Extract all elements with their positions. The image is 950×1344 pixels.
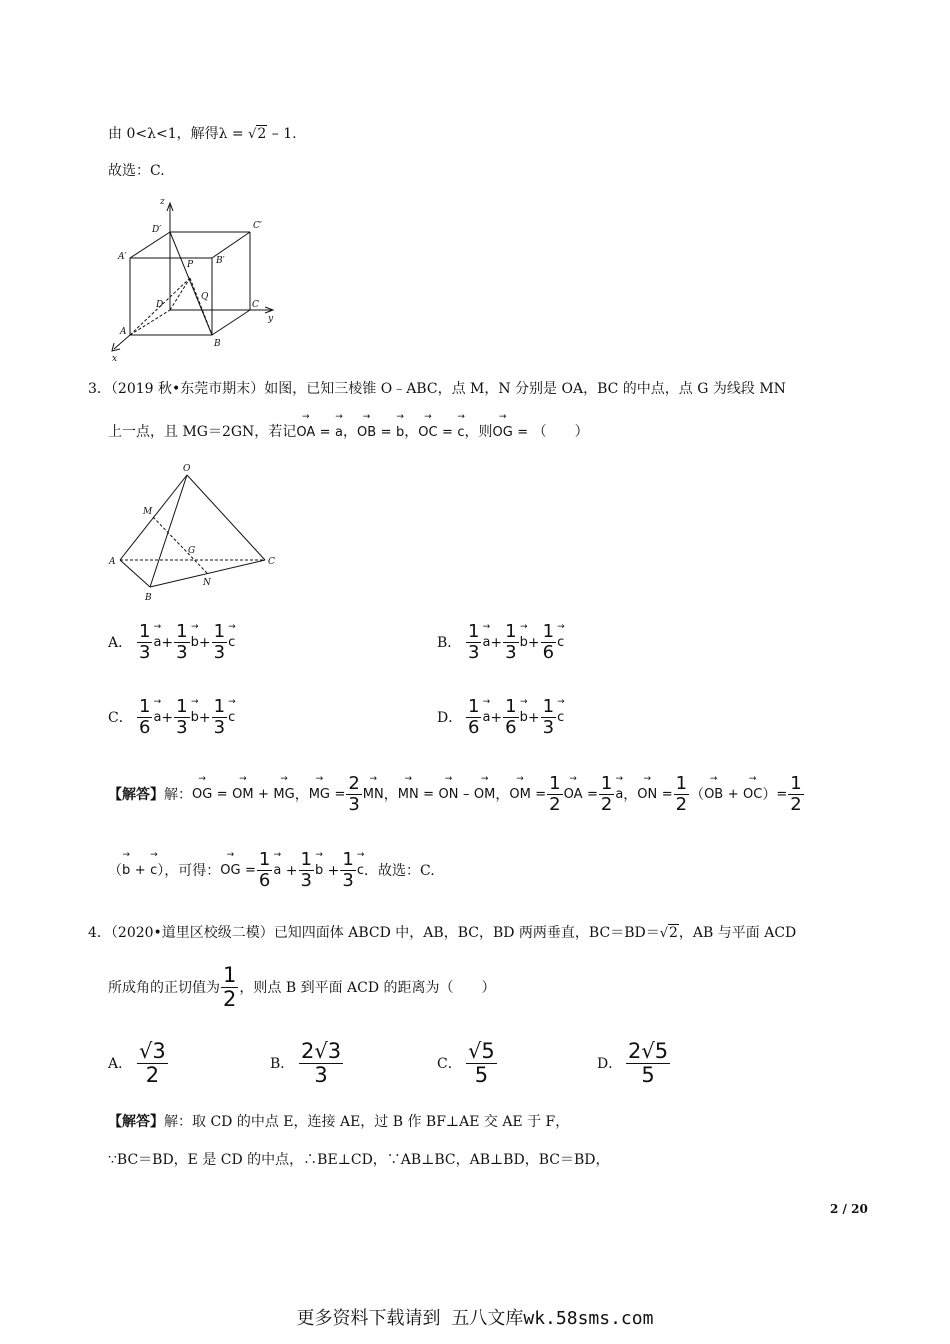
q3-option-a[interactable]: A． $\frac{1}{3}$ → a + $\frac{1}{3}$ → b + $\frac{1}{3}$ → c xyxy=(108,622,235,663)
q3-option-c[interactable]: C． $\frac{1}{6}$ → a + $\frac{1}{3}$ → b + $\frac{1}{3}$ → c xyxy=(108,697,235,738)
q4-answer-line-2: ∵BC＝BD，E 是 CD 的中点，∴BE⊥CD，∵AB⊥BC，AB⊥BD，BC＝BD， xyxy=(108,1152,610,1168)
cube-label-Bp: B′ xyxy=(216,256,225,266)
cube-label-Cp: C′ xyxy=(253,221,262,231)
prev-line-2: 故选：C. xyxy=(108,163,165,179)
tetrahedron-figure xyxy=(105,460,280,605)
q4-option-d[interactable]: D． $\frac{2√5}{5}$ xyxy=(597,1039,669,1087)
cube-label-C: C xyxy=(252,300,259,310)
q3-option-b[interactable]: B． $\frac{1}{3}$ → a + $\frac{1}{3}$ → b + $\frac{1}{6}$ → c xyxy=(437,622,564,663)
cube-label-Dp: D′ xyxy=(152,225,162,235)
q4-option-b[interactable]: B． $\frac{2√3}{3}$ xyxy=(270,1039,342,1087)
prev-line-1: 由 0<λ<1，解得λ = √2 – 1. xyxy=(108,126,297,142)
cube-label-x: x xyxy=(112,354,118,364)
q3-answer-line-2: （ → b + → c ），可得： → OG = $\frac{1}{6}$ → a + $\frac{1}{3}$ → b + $\frac{1}{3}$ → c ． 故选：C. xyxy=(108,850,435,891)
page-number: 2 / 20 xyxy=(830,1202,868,1216)
tetra-label-A: A xyxy=(109,557,116,567)
cube-label-B: B xyxy=(214,339,221,349)
cube-label-P: P xyxy=(187,260,194,270)
cube-label-D: D xyxy=(156,300,164,310)
cube-label-y: y xyxy=(268,314,274,324)
q3-option-d[interactable]: D． $\frac{1}{6}$ → a + $\frac{1}{6}$ → b + $\frac{1}{3}$ → c xyxy=(437,697,564,738)
tetra-label-B: B xyxy=(145,593,152,603)
q3-answer-line-1: 【解答】 解： → OG = → OM + → MG ， → MG = $\frac{2}{3}$ → MN ， → MN = → ON – → OM ， → OM = $\frac{1}{2}$ → OA = $\frac{1}{2}$ → a ， → ON = $\frac{1}{2}$ （ → OB + → OC ） = $\frac{1}{2}$ xyxy=(108,774,805,815)
q4-option-a[interactable]: A． $\frac{√3}{2}$ xyxy=(108,1039,166,1087)
tetra-label-G: G xyxy=(188,546,196,556)
q4-line-1: 4．（2020•道里区校级二模）已知四面体 ABCD 中，AB，BC，BD 两两垂直，BC＝BD＝√2，AB 与平面 ACD xyxy=(88,925,797,941)
tetra-label-C: C xyxy=(268,557,275,567)
tetra-label-O: O xyxy=(183,464,191,474)
footer-link[interactable]: 更多资料下载请到 五八文库wk.58sms.com xyxy=(296,1308,654,1329)
cube-label-Q: Q xyxy=(201,292,209,302)
cube-label-Ap: A′ xyxy=(118,252,127,262)
tetra-label-M: M xyxy=(143,507,153,517)
cube-label-A: A xyxy=(120,327,127,337)
q4-option-c[interactable]: C． $\frac{√5}{5}$ xyxy=(437,1039,495,1087)
tetra-label-N: N xyxy=(203,578,211,588)
q4-answer-line-1: 【解答】解：取 CD 的中点 E，连接 AE，过 B 作 BF⊥AE 交 AE 于 F， xyxy=(108,1114,570,1130)
q3-line-2: 上一点，且 MG＝2GN，若记→ OA = → a，→ OB = → b，→ OC = → c，则→ OG = （ ） xyxy=(108,422,589,443)
cube-figure xyxy=(100,195,290,365)
cube-label-z: z xyxy=(160,197,165,207)
q3-line-1: 3．（2019 秋•东莞市期末）如图，已知三棱锥 O﹣ABC，点 M，N 分别是 OA，BC 的中点，点 G 为线段 MN xyxy=(88,381,786,397)
q4-line-2: 所成角的正切值为 $\frac{1}{2}$ ，则点 B 到平面 ACD 的距离为（ ） xyxy=(108,963,496,1011)
